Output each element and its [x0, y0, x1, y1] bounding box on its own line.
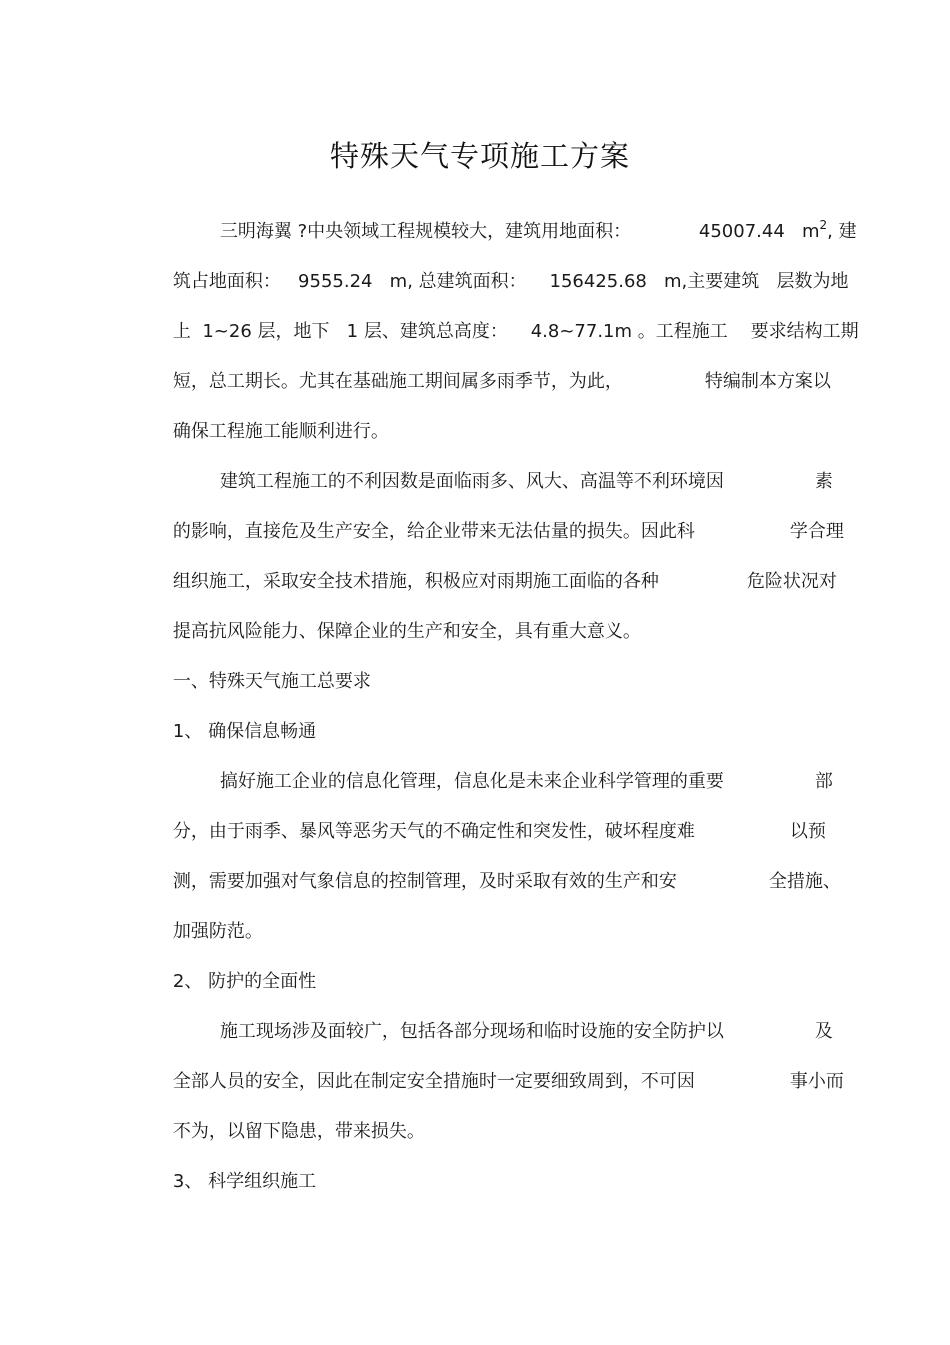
paragraph-line	[767, 1046, 844, 1118]
line-text: 及	[814, 1021, 833, 1042]
line-text: 素	[814, 471, 833, 492]
line-text: 不为，以留下隐患，带来损失。	[172, 1121, 425, 1142]
line-text: 3、 科学组织施工	[172, 1171, 317, 1192]
line-text: , 建	[827, 221, 857, 242]
line-text: 一、特殊天气施工总要求	[172, 671, 371, 692]
line-text: 的影响，直接危及生产安全，给企业带来无法估量的损失。因此科	[172, 521, 695, 542]
line-text: 全措施、	[768, 871, 841, 892]
line-text: 建筑工程施工的不利因数是面临雨多、风大、高温等不利环境因	[219, 471, 724, 492]
line-text: 施工现场涉及面较广，包括各部分现场和临时设施的安全防护以	[219, 1021, 724, 1042]
paragraph-line	[682, 346, 831, 418]
line-text: 以预	[789, 821, 826, 842]
line-text: 事小而	[789, 1071, 844, 1092]
line-text: 1、 确保信息畅通	[172, 721, 317, 742]
line-text: 筑占地面积： 9555.24 m, 总建筑面积： 156425.68 m,主要建筑 层数为地	[172, 271, 849, 292]
line-text: 测，需要加强对气象信息的控制管理，及时采取有效的生产和安	[172, 871, 677, 892]
line-text: 学合理	[789, 521, 844, 542]
line-text: 分，由于雨季、暴风等恶劣天气的不确定性和突发性，破坏程度难	[172, 821, 695, 842]
subsection-heading	[150, 1146, 316, 1218]
line-text: 2、 防护的全面性	[172, 971, 317, 992]
line-text: 确保工程施工能顺利进行。	[172, 421, 389, 442]
line-text: 提高抗风险能力、保障企业的生产和安全，具有重大意义。	[172, 621, 641, 642]
line-text: 上 1~26 层，地下 1 层、建筑总高度： 4.8~77.1m 。工程施工 要求结构工期	[172, 321, 859, 342]
line-text: 45007.44 m	[698, 221, 820, 242]
line-text: 三明海翼 ?中央领域工程规模较大，建筑用地面积：	[219, 221, 632, 242]
line-text: 加强防范。	[172, 921, 263, 942]
line-text: 组织施工，采取安全技术措施，积极应对雨期施工面临的各种	[172, 571, 659, 592]
paragraph-line	[746, 846, 841, 918]
line-text: 搞好施工企业的信息化管理，信息化是未来企业科学管理的重要	[219, 771, 724, 792]
line-text: 全部人员的安全，因此在制定安全措施时一定要细致周到，不可因	[172, 1071, 695, 1092]
paragraph-line	[724, 546, 837, 618]
superscript: 2	[819, 218, 828, 232]
line-text: 特编制本方案以	[704, 371, 831, 392]
document-title: 特殊天气专项施工方案	[329, 139, 630, 173]
line-text: 危险状况对	[746, 571, 837, 592]
line-text: 部	[814, 771, 833, 792]
line-text: 短，总工期长。尤其在基础施工期间属多雨季节，为此，	[172, 371, 623, 392]
